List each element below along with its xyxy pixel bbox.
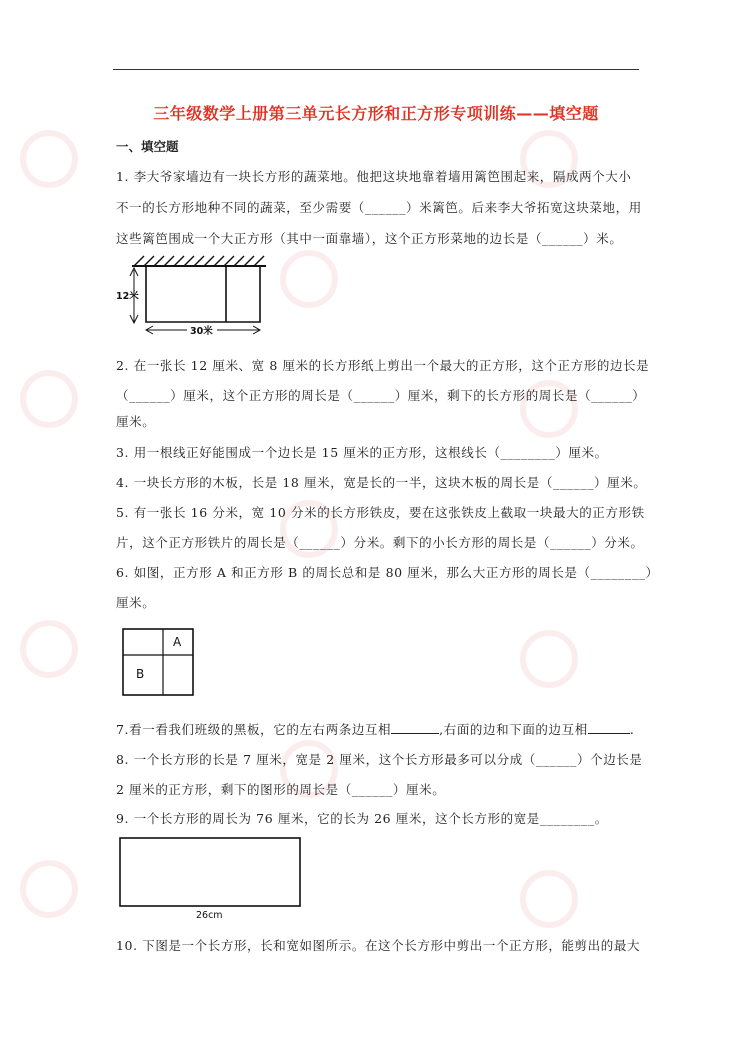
q2-line-2: （______）厘米，这个正方形的周长是（______）厘米，剩下的长方形的周长是（______） [116, 388, 646, 403]
q4-line-1: 4. 一块长方形的木板，长是 18 厘米，宽是长的一半，这块木板的周长是（______）厘米。 [116, 475, 647, 490]
q5-line-2: 片，这个正方形铁片的周长是（______）分米。剩下的小长方形的周长是（______）分米。 [116, 535, 644, 550]
q5-line-1: 5. 有一张长 16 分米，宽 10 分米的长方形铁皮，要在这张铁皮上截取一块最大的正方形铁 [116, 505, 645, 520]
q7-part-2: ,右面的边和下面的边互相 [439, 722, 588, 737]
header-rule [113, 69, 639, 70]
length-label: 26cm [196, 910, 223, 921]
q9-figure [118, 836, 304, 922]
q6-figure [122, 628, 196, 698]
q1-line-2: 不一的长方形地种不同的蔬菜，至少需要（______）米篱笆。后来李大爷拓宽这块菜地，用 [116, 200, 642, 215]
q3-line-1: 3. 用一根线正好能围成一个边长是 15 厘米的正方形，这根线长（________）厘米。 [116, 445, 608, 460]
q7-blank-1[interactable] [391, 721, 439, 734]
square-a-label: A [173, 635, 182, 649]
q6-line-1: 6. 如图，正方形 A 和正方形 B 的周长总和是 80 厘米，那么大正方形的周长是（________） [116, 565, 659, 580]
q10-line-1: 10. 下图是一个长方形，长和宽如图所示。在这个长方形中剪出一个正方形，能剪出的最大 [116, 938, 641, 953]
q9-line-1: 9. 一个长方形的周长为 76 厘米，它的长为 26 厘米，这个长方形的宽是________。 [116, 811, 608, 826]
q2-line-3: 厘米。 [116, 414, 156, 429]
q8-line-2: 2 厘米的正方形，剩下的图形的周长是（______）厘米。 [116, 782, 446, 797]
wall-hatching [134, 256, 264, 266]
square-b-label: B [136, 667, 145, 681]
q7-blank-2[interactable] [588, 721, 630, 734]
q8-line-1: 8. 一个长方形的长是 7 厘米，宽是 2 厘米，这个长方形最多可以分成（______）个边长是 [116, 752, 643, 767]
q2-line-1: 2. 在一张长 12 厘米、宽 8 厘米的长方形纸上剪出一个最大的正方形，这个正方形的边长是 [116, 358, 650, 373]
q7-part-3: . [629, 722, 635, 737]
q1-line-1: 1. 李大爷家墙边有一块长方形的蔬菜地。他把这块地靠着墙用篱笆围起来，隔成两个大小 [116, 169, 632, 184]
big-square [123, 629, 193, 695]
q1-line-3: 这些篱笆围成一个大正方形（其中一面靠墙），这个正方形菜地的边长是（______）米。 [116, 231, 623, 246]
q7-part-1: 7.看一看我们班级的黑板，它的左右两条边互相 [116, 722, 392, 737]
q6-line-2: 厘米。 [116, 595, 156, 610]
width-label: 30米 [190, 326, 213, 337]
q7-line-1 [116, 720, 634, 738]
rectangle [120, 838, 300, 906]
fence-outline [146, 266, 260, 322]
height-label: 12米 [116, 291, 139, 302]
page-title: 三年级数学上册第三单元长方形和正方形专项训练——填空题 [153, 104, 599, 123]
section-heading: 一、填空题 [116, 139, 179, 154]
q1-figure [112, 252, 272, 344]
